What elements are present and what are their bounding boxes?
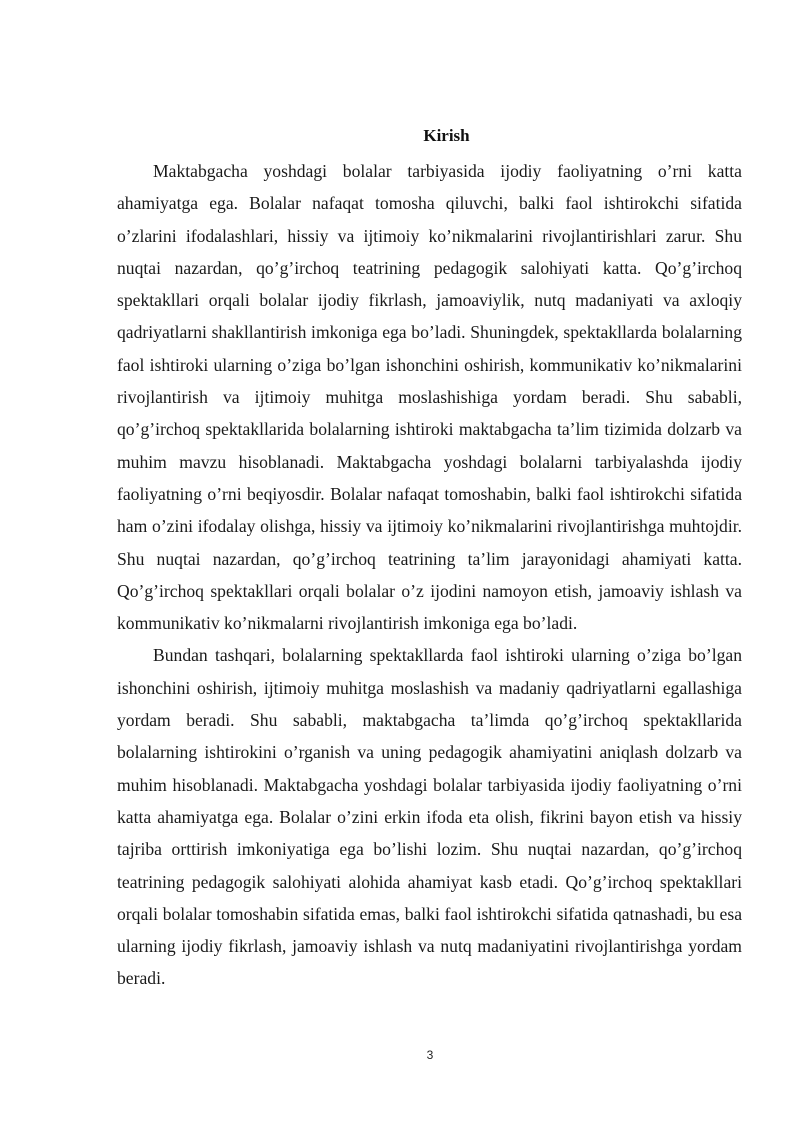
paragraph-1: Maktabgacha yoshdagi bolalar tarbiyasida ijodiy faoliyatning o’rni katta ahamiyatga ega. Bolalar nafaqat tomosha qiluvchi, balki faol ishtirokchi sifatida o’zlarini ifodalashlari, hissiy va ijtimoiy ko’nikmalarini rivojlantirishlari zarur. Shu nuqtai nazardan, qo’g’irchoq teatrining pedagogik salohiyati katta. Qo’g’irchoq spektakllari orqali bolalar ijodiy fikrlash, jamoaviylik, nutq madaniyati va axloqiy qadriyatlarni shakllantirish imkoniga ega bo’ladi. Shuningdek, spektakllarda bolalarning faol ishtiroki ularning o’ziga bo’lgan ishonchini oshirish, kommunikativ ko’nikmalarini rivojlantirish va ijtimoiy muhitga moslashishiga yordam beradi. Shu sababli, qo’g’irchoq spektakllarida bolalarning ishtiroki maktabgacha ta’lim tizimida dolzarb va muhim mavzu hisoblanadi. Maktabgacha yoshdagi bolalarni tarbiyalashda ijodiy faoliyatning o’rni beqiyosdir. Bolalar nafaqat tomoshabin, balki faol ishtirokchi sifatida ham o’zini ifodalay olishga, hissiy va ijtimoiy ko’nikmalarini rivojlantirishga muhtojdir. Shu nuqtai nazardan, qo’g’irchoq teatrining ta’lim jarayonidagi ahamiyati katta. Qo’g’irchoq spektakllari orqali bolalar o’z ijodini namoyon etish, jamoaviy ishlash va kommunikativ ko’nikmalarni rivojlantirish imkoniga ega bo’ladi. (117, 161, 742, 634)
body-text (117, 155, 742, 995)
page-title: Kirish (423, 126, 470, 145)
page-number: 3 (426, 1048, 434, 1062)
paragraph-2: Bundan tashqari, bolalarning spektakllarda faol ishtiroki ularning o’ziga bo’lgan ishonchini oshirish, ijtimoiy muhitga moslashish va madaniy qadriyatlarni egallashiga yordam beradi. Shu sababli, maktabgacha ta’limda qo’g’irchoq spektakllarida bolalarning ishtirokini o’rganish va uning pedagogik ahamiyatini aniqlash dolzarb va muhim hisoblanadi. Maktabgacha yoshdagi bolalar tarbiyasida ijodiy faoliyatning o’rni katta ahamiyatga ega. Bolalar o’zini erkin ifoda eta olish, fikrini bayon etish va hissiy tajriba orttirish imkoniyatiga ega bo’lishi lozim. Shu nuqtai nazardan, qo’g’irchoq teatrining pedagogik salohiyati alohida ahamiyat kasb etadi. Qo’g’irchoq spektakllari orqali bolalar tomoshabin sifatida emas, balki faol ishtirokchi sifatida qatnashadi, bu esa ularning ijodiy fikrlash, jamoaviy ishlash va nutq madaniyatini rivojlantirishga yordam beradi. (117, 645, 742, 989)
